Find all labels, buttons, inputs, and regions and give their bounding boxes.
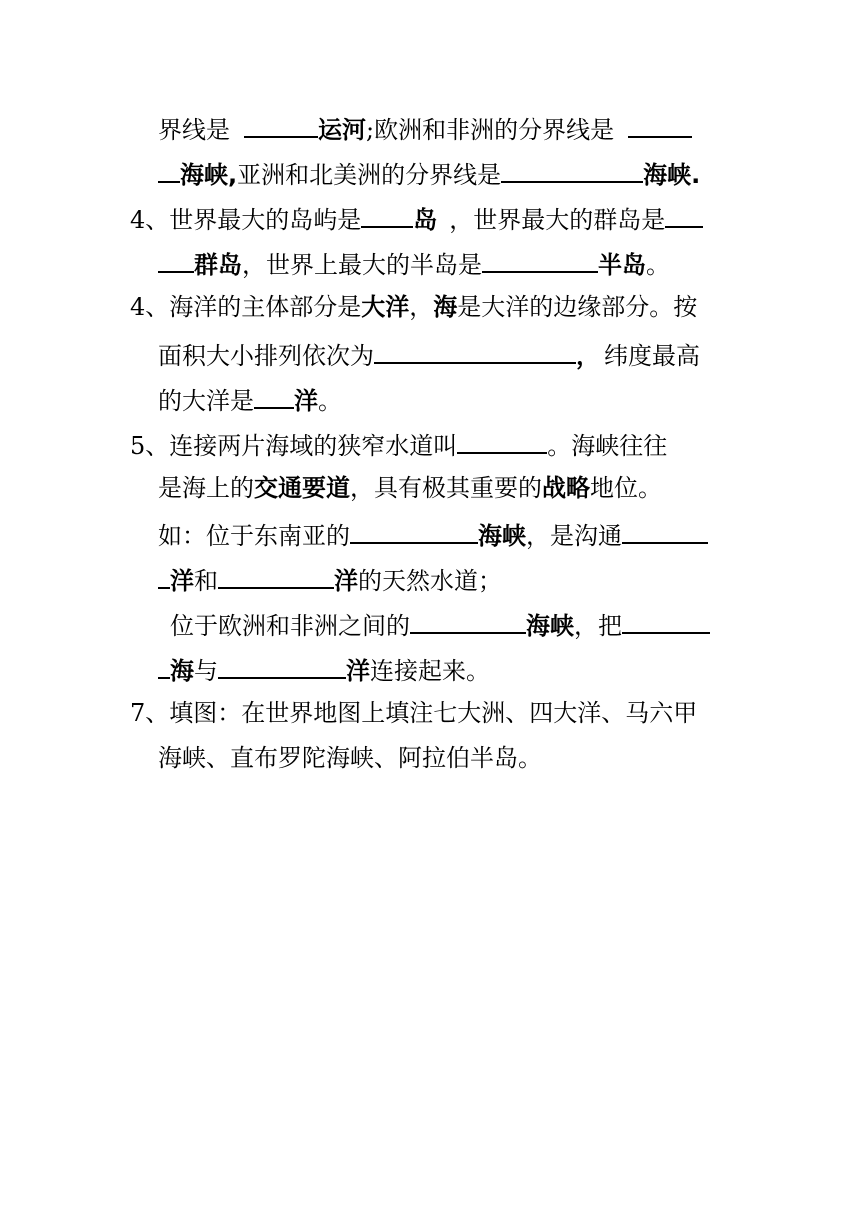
question-line — [158, 473, 662, 503]
text-segment: ，把 — [574, 612, 622, 640]
text-segment: 界线是 — [158, 116, 230, 144]
answer-blank[interactable] — [622, 518, 708, 544]
answer-blank[interactable] — [410, 608, 526, 634]
text-segment: 面积大小排列依次为 — [158, 342, 374, 370]
bold-term: 海峡 — [526, 612, 574, 640]
text-segment: ， — [409, 293, 434, 321]
bold-term: 运河 — [318, 116, 366, 144]
text-segment: 的天然水道； — [358, 567, 502, 595]
answer-blank[interactable] — [158, 653, 170, 679]
bold-term: 群岛 — [194, 251, 242, 279]
bold-term: 海峡, — [180, 161, 238, 189]
question-line — [158, 518, 708, 551]
answer-blank[interactable] — [628, 112, 692, 138]
text-segment: 。 — [318, 387, 342, 415]
answer-blank[interactable] — [254, 383, 294, 409]
question-line — [158, 563, 502, 596]
question-line — [158, 653, 490, 686]
answer-blank[interactable] — [501, 157, 643, 183]
text-segment: 亚洲和北美洲的分界线是 — [237, 161, 502, 189]
text-segment: ，具有极其重要的 — [350, 474, 542, 502]
bold-term: 半岛 — [598, 251, 646, 279]
text-segment: ，世界最大的群岛是 — [449, 206, 666, 234]
text-segment: 位于欧洲和非洲之间的 — [170, 612, 410, 640]
bold-term: 大洋 — [361, 293, 410, 321]
answer-blank[interactable] — [361, 202, 413, 228]
text-segment: 连接起来。 — [370, 657, 490, 685]
bold-term: 交通要道 — [254, 474, 350, 502]
answer-blank[interactable] — [244, 112, 318, 138]
question-line — [158, 112, 692, 145]
question-line — [170, 608, 710, 641]
question-line — [130, 202, 703, 235]
text-segment: 和 — [194, 567, 218, 595]
bold-term: 岛 — [413, 206, 438, 234]
bold-term: 洋 — [346, 657, 370, 685]
text-segment: ;欧洲和非洲的分界线是 — [366, 116, 615, 144]
question-line — [130, 292, 697, 322]
text-segment: 。海峡往往 — [547, 432, 668, 460]
text-segment: ，世界上最大的半岛是 — [242, 251, 482, 279]
text-segment: 纬度最高 — [604, 342, 700, 370]
question-line — [130, 428, 667, 461]
bold-term: 战略 — [542, 474, 590, 502]
answer-blank[interactable] — [350, 518, 478, 544]
text-segment: 7、填图：在世界地图上填注七大洲、四大洋、马六甲 — [130, 699, 698, 727]
question-line — [130, 698, 697, 728]
bold-term: 海 — [170, 657, 194, 685]
question-line — [158, 338, 700, 371]
answer-blank[interactable] — [622, 608, 710, 634]
text-segment: 如：位于东南亚的 — [158, 522, 350, 550]
question-line — [158, 743, 542, 773]
text-segment: 海峡、直布罗陀海峡、阿拉伯半岛。 — [158, 744, 542, 772]
answer-blank[interactable] — [457, 428, 547, 454]
text-segment: 是大洋的边缘部分。按 — [457, 293, 698, 321]
text-segment: 是海上的 — [158, 474, 254, 502]
answer-blank[interactable] — [218, 563, 334, 589]
text-segment: 的大洋是 — [158, 387, 254, 415]
answer-blank[interactable] — [482, 247, 598, 273]
bold-term: 海峡 — [478, 522, 526, 550]
text-segment: 4、世界最大的岛屿是 — [130, 206, 362, 234]
bold-term: 海峡. — [643, 161, 701, 189]
text-segment: 。 — [646, 251, 670, 279]
text-segment: 地位。 — [590, 474, 662, 502]
answer-blank[interactable] — [665, 202, 703, 228]
question-line — [158, 247, 670, 280]
question-line — [158, 383, 342, 416]
question-line — [158, 157, 700, 190]
answer-blank[interactable] — [374, 338, 576, 364]
answer-blank[interactable] — [158, 157, 180, 183]
answer-blank[interactable] — [158, 247, 194, 273]
answer-blank[interactable] — [218, 653, 346, 679]
text-segment: 与 — [194, 657, 218, 685]
bold-term: 海 — [433, 293, 458, 321]
text-segment: 5、连接两片海域的狭窄水道叫 — [130, 432, 458, 460]
bold-term: 洋 — [170, 567, 194, 595]
answer-blank[interactable] — [158, 563, 170, 589]
text-segment: 4、海洋的主体部分是 — [130, 293, 362, 321]
bold-term: ， — [576, 342, 600, 370]
bold-term: 洋 — [334, 567, 358, 595]
text-segment: ，是沟通 — [526, 522, 622, 550]
bold-term: 洋 — [294, 387, 318, 415]
